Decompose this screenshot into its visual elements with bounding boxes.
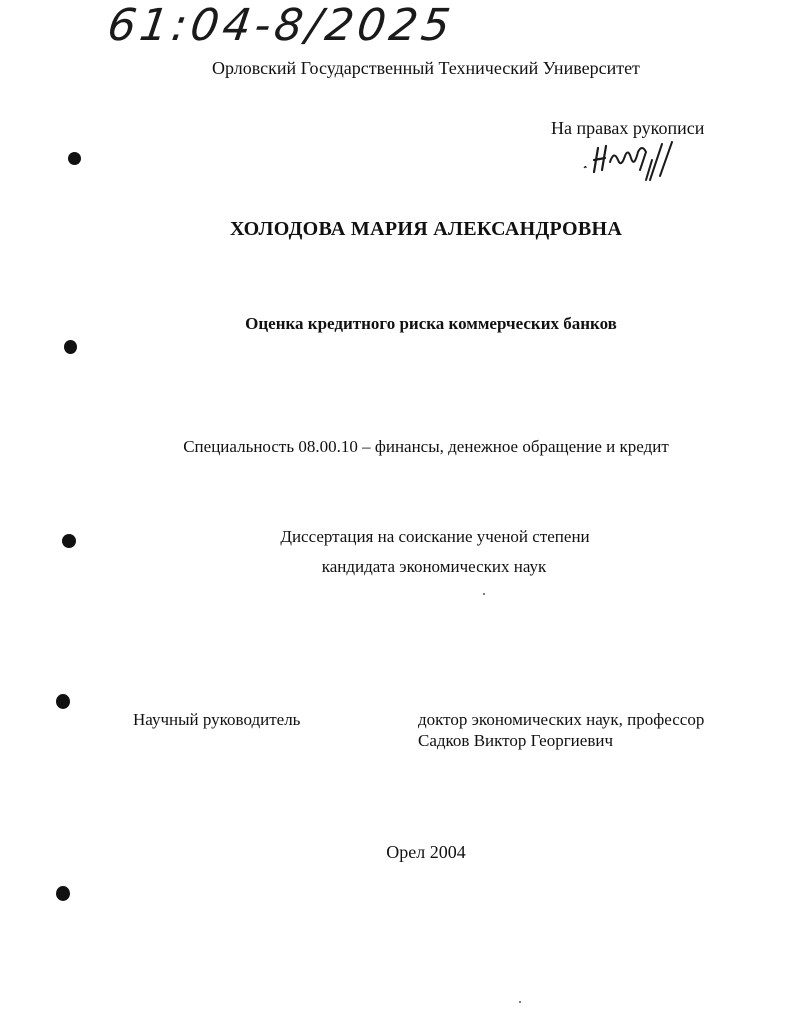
author-name: ХОЛОДОВА МАРИЯ АЛЕКСАНДРОВНА [229, 218, 623, 240]
degree-line-2: кандидата экономических наук [321, 557, 547, 576]
university-name: Орловский Государственный Технический Университет [212, 58, 640, 78]
dissertation-topic: Оценка кредитного риска коммерческих банков [245, 314, 617, 333]
specialty-line: Специальность 08.00.10 – финансы, денежное обращение и кредит [183, 437, 669, 456]
supervisor-label: Научный руководитель [133, 710, 301, 729]
degree-line-1: Диссертация на соискание ученой степени [280, 527, 590, 546]
punch-hole-mark [62, 534, 76, 548]
punch-hole-mark [56, 886, 70, 901]
supervisor-name: Садков Виктор Георгиевич [418, 731, 614, 750]
supervisor-title: доктор экономических наук, профессор [418, 710, 705, 729]
handwritten-signature [578, 138, 678, 182]
city-and-year: Орел 2004 [386, 842, 466, 862]
punch-hole-mark [64, 340, 77, 354]
handwritten-catalog-number: 61:04-8/2025 [104, 0, 458, 51]
punch-hole-mark [56, 694, 70, 709]
scan-speck [483, 593, 485, 595]
manuscript-rights-note: На правах рукописи [551, 118, 705, 138]
punch-hole-mark [68, 152, 81, 165]
scan-speck [519, 1001, 521, 1003]
